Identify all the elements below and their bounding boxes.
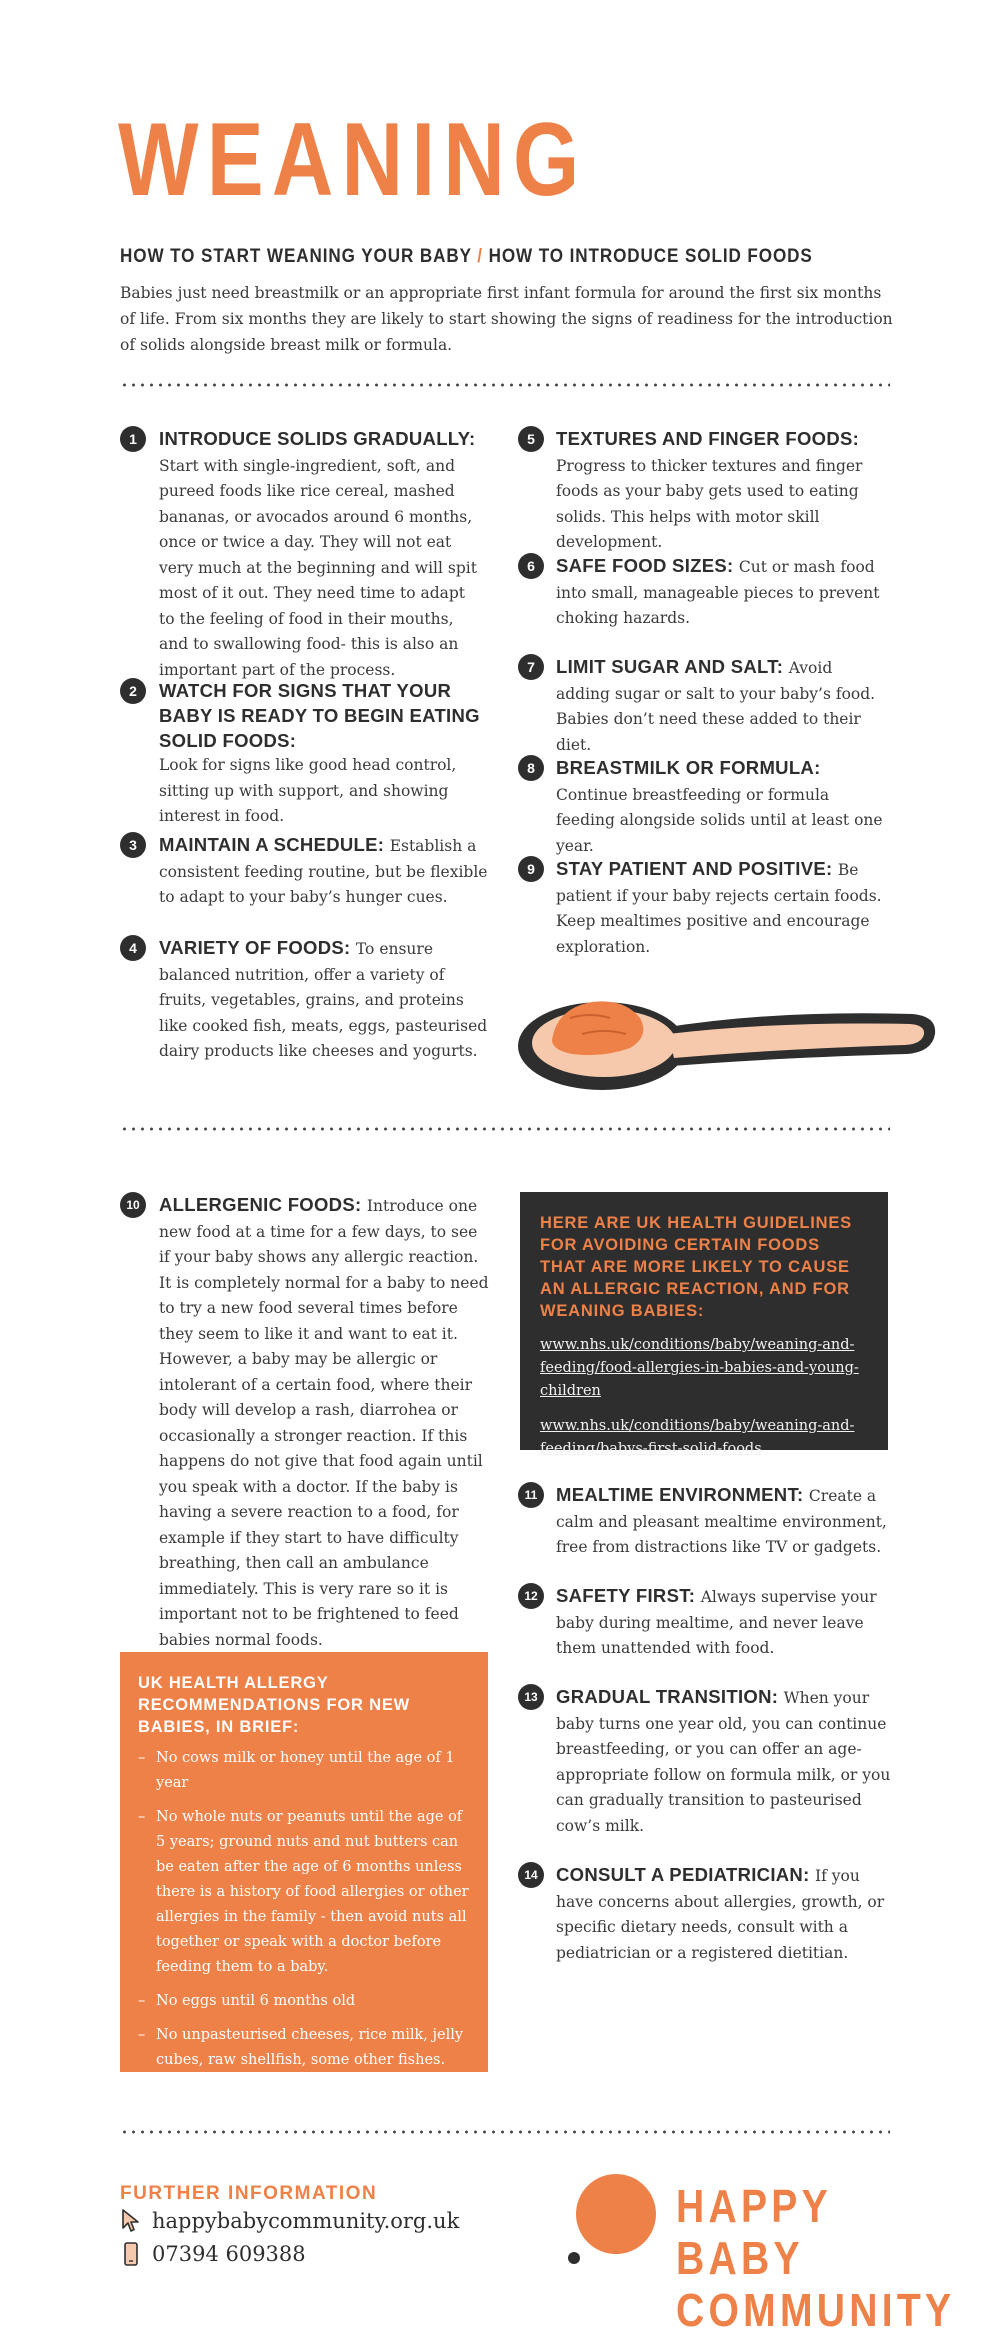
- mobile-phone-icon: [120, 2241, 142, 2267]
- tip-number-badge: 3: [120, 832, 146, 858]
- tip-title: GRADUAL TRANSITION:: [556, 1686, 784, 1707]
- list-item: – No whole nuts or peanuts until the age of 5 years; ground nuts and nut butters can be eaten after the age of 6 months unless there is a history of food allergies or other allergies in the family - then avoid nuts all together or speak with a doctor before feeding them to a baby.: [138, 1805, 470, 1980]
- cursor-icon: [120, 2208, 142, 2234]
- tip-text: Start with single-ingredient, soft, and pureed foods like rice cereal, mashed bananas, or avocados around 6 months, once or twice a day. They will not eat very much at the beginning and will spit most of it out. They need time to adapt to the feeling of food in their mouths, and to swallowing food- this is also an important part of the process.: [159, 456, 477, 679]
- tip-5: [556, 426, 891, 556]
- guidelines-box: [520, 1192, 888, 1457]
- list-item: – No unpasteurised cheeses, rice milk, jelly cubes, raw shellfish, some other fishes.: [138, 2023, 470, 2073]
- subtitle-separator: /: [477, 246, 483, 267]
- tip-text: To ensure balanced nutrition, offer a variety of fruits, vegetables, grains, and proteins like cooked fish, meats, eggs, pasteurised dairy products like cheeses and yogurts.: [159, 940, 488, 1060]
- website-text[interactable]: happybabycommunity.org.uk: [152, 2209, 460, 2233]
- tip-text: Establish a consistent feeding routine, but be flexible to adapt to your baby’s hunger cues.: [159, 837, 488, 906]
- tip-title: ALLERGENIC FOODS:: [159, 1194, 367, 1215]
- divider: [120, 383, 890, 387]
- tip-8: [556, 755, 891, 859]
- phone-text[interactable]: 07394 609388: [152, 2242, 306, 2266]
- tip-14: [556, 1862, 891, 1966]
- tip-number-badge: 14: [518, 1862, 544, 1888]
- tip-number-badge: 8: [518, 755, 544, 781]
- tip-11: [556, 1482, 891, 1561]
- tip-text: Introduce one new food at a time for a few days, to see if your baby shows any allergic reaction. It is completely normal for a baby to need to try a new food several times before they seem to like it and want to eat it. However, a baby may be allergic or intolerant of a certain food, where their body will develop a rash, diarrohea or occasionally a stronger reaction. If this happens do not give that food again until you speak with a doctor. If the baby is having a severe reaction to a food, for example if they start to have difficulty breathing, then call an ambulance immediately. This is very rare so it is important not to be frightened to feed babies normal foods.: [159, 1197, 489, 1649]
- tip-number-badge: 1: [120, 426, 146, 452]
- tip-text: Look for signs like good head control, sitting up with support, and showing interest in food.: [159, 756, 457, 825]
- page-subtitle: [120, 246, 813, 268]
- tip-title: BREASTMILK OR FORMULA:: [556, 757, 821, 778]
- tip-number-badge: 7: [518, 654, 544, 680]
- tip-4: [159, 935, 489, 1065]
- brand-line-1: HAPPY BABY: [676, 2180, 832, 2284]
- tip-9: [556, 856, 891, 960]
- tip-title: STAY PATIENT AND POSITIVE:: [556, 858, 838, 879]
- allergy-heading: UK HEALTH ALLERGY RECOMMENDATIONS FOR NEW BABIES, IN BRIEF:: [138, 1674, 410, 1736]
- brand-logo-text: [676, 2180, 955, 2336]
- tip-text: Always supervise your baby during mealtime, and never leave them unattended with food.: [556, 1588, 877, 1657]
- tip-3: [159, 832, 494, 911]
- tip-number-badge: 9: [518, 856, 544, 882]
- brand-line-2: COMMUNITY: [676, 2284, 956, 2336]
- tip-number-badge: 6: [518, 553, 544, 579]
- tip-title: VARIETY OF FOODS:: [159, 937, 356, 958]
- tip-13: [556, 1684, 891, 1839]
- tip-text: Continue breastfeeding or formula feeding alongside solids until at least one year.: [556, 785, 883, 855]
- tip-text: Create a calm and pleasant mealtime environment, free from distractions like TV or gadgets.: [556, 1487, 887, 1556]
- tip-number-badge: 2: [120, 678, 146, 704]
- tip-title: MEALTIME ENVIRONMENT:: [556, 1484, 809, 1505]
- divider: [120, 1127, 890, 1131]
- tip-title: CONSULT A PEDIATRICIAN:: [556, 1864, 815, 1885]
- list-item: – No eggs until 6 months old: [138, 1989, 470, 2014]
- page-title: WEANING: [118, 102, 588, 218]
- tip-text: If you have concerns about allergies, growth, or specific dietary needs, consult with a pediatrician or a registered dietitian.: [556, 1867, 885, 1962]
- further-info-heading: FURTHER INFORMATION: [120, 2183, 378, 2204]
- tip-2: [159, 678, 484, 830]
- tip-number-badge: 13: [518, 1684, 544, 1710]
- allergy-list: [138, 1746, 470, 2073]
- tip-title: INTRODUCE SOLIDS GRADUALLY:: [159, 428, 476, 449]
- tip-number-badge: 4: [120, 935, 146, 961]
- intro-paragraph: Babies just need breastmilk or an appropriate first infant formula for around the first six months of life. From six months they are likely to start showing the signs of readiness for the introduction of solids alongside breast milk or formula.: [120, 284, 893, 354]
- tip-1: [159, 426, 484, 683]
- subtitle-right: HOW TO INTRODUCE SOLID FOODS: [488, 246, 813, 267]
- tip-number-badge: 12: [518, 1583, 544, 1609]
- subtitle-left: HOW TO START WEANING YOUR BABY: [120, 246, 472, 267]
- tip-title: TEXTURES AND FINGER FOODS:: [556, 428, 860, 449]
- list-item: – No cows milk or honey until the age of 1 year: [138, 1746, 470, 1796]
- nhs-solid-foods-link[interactable]: www.nhs.uk/conditions/baby/weaning-and-feeding/babys-first-solid-foods: [540, 1418, 855, 1457]
- tip-text: Cut or mash food into small, manageable pieces to prevent choking hazards.: [556, 558, 880, 627]
- tip-text: Avoid adding sugar or salt to your baby’s food. Babies don’t need these added to their diet.: [556, 659, 876, 754]
- tip-number-badge: 10: [120, 1192, 146, 1218]
- tip-title: SAFETY FIRST:: [556, 1585, 701, 1606]
- logo-dot-icon: [562, 2164, 672, 2274]
- tip-text: Be patient if your baby rejects certain foods. Keep mealtimes positive and encourage exploration.: [556, 861, 882, 956]
- tip-title: SAFE FOOD SIZES:: [556, 555, 739, 576]
- tip-number-badge: 11: [518, 1482, 544, 1508]
- tip-12: [556, 1583, 891, 1662]
- tip-10: [159, 1192, 489, 1653]
- tip-text: When your baby turns one year old, you can continue breastfeeding, or you can offer an age-appropriate follow on formula milk, or you can gradually transition to pasteurised cow’s milk.: [556, 1689, 891, 1835]
- spoon-illustration: [512, 988, 942, 1108]
- tip-text: Progress to thicker textures and finger foods as your baby gets used to eating solids. This helps with motor skill development.: [556, 456, 863, 551]
- tip-title: MAINTAIN A SCHEDULE:: [159, 834, 390, 855]
- divider: [120, 2130, 890, 2134]
- phone-contact[interactable]: [120, 2241, 306, 2267]
- website-contact[interactable]: [120, 2208, 459, 2234]
- nhs-allergies-link[interactable]: www.nhs.uk/conditions/baby/weaning-and-feeding/food-allergies-in-babies-and-young-children: [540, 1337, 859, 1399]
- tip-6: [556, 553, 891, 632]
- tip-title: LIMIT SUGAR AND SALT:: [556, 656, 789, 677]
- tip-number-badge: 5: [518, 426, 544, 452]
- guidelines-heading: HERE ARE UK HEALTH GUIDELINES FOR AVOIDING CERTAIN FOODS THAT ARE MORE LIKELY TO CAUSE AN ALLERGIC REACTION, AND FOR WEANING BABIES:: [540, 1214, 852, 1320]
- tip-title: WATCH FOR SIGNS THAT YOUR BABY IS READY TO BEGIN EATING SOLID FOODS:: [159, 680, 480, 751]
- allergy-recommendations-box: [120, 1652, 488, 2072]
- tip-7: [556, 654, 891, 758]
